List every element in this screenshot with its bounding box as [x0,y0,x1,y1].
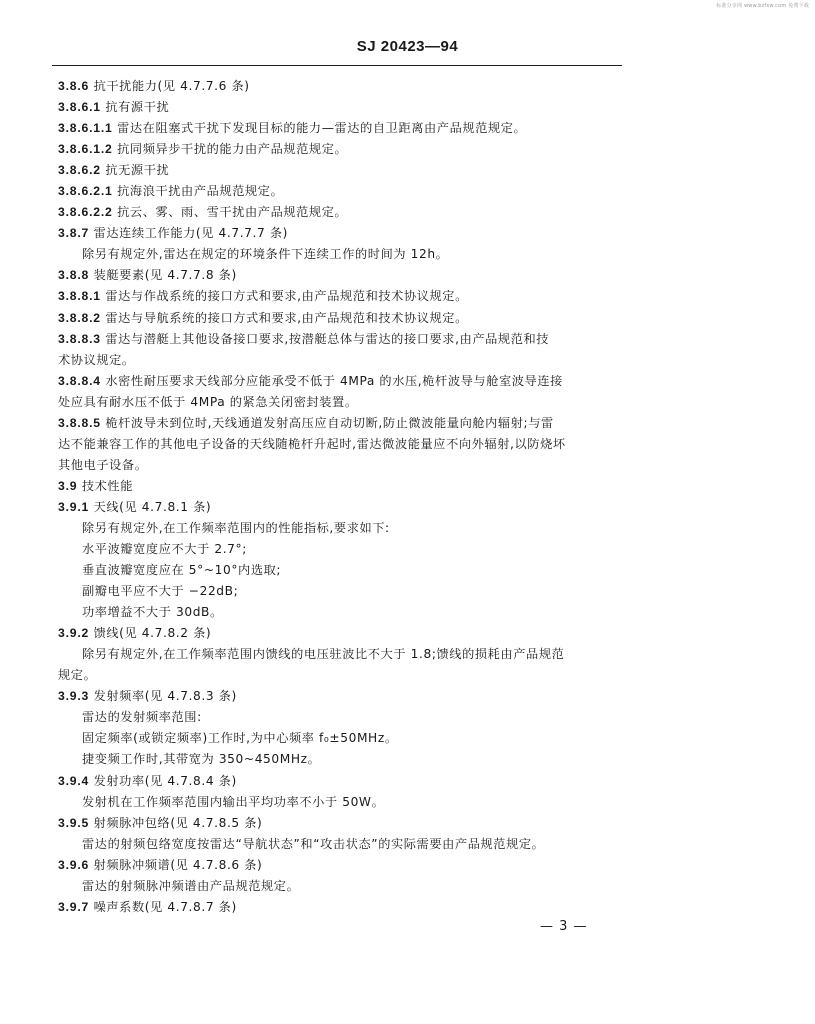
clause-line: 3.9.4 发射功率(见 4.7.8.4 条) [58,774,237,788]
clause-line: 3.9.2 馈线(见 4.7.8.2 条) [58,626,212,640]
clause-line: 3.8.8 装艇要素(见 4.7.7.8 条) [58,268,237,282]
clause-line: 3.8.8.4 水密性耐压要求天线部分应能承受不低于 4MPa 的水压,桅杆波导与舱室波导连接 [58,374,563,388]
body-line: 水平波瓣宽度应不大于 2.7°; [82,542,247,556]
body-line: 达不能兼容工作的其他电子设备的天线随桅杆升起时,雷达微波能量应不向外辐射,以防烧坏 [58,437,566,451]
body-line: 功率增益不大于 30dB。 [82,605,223,619]
body-line: 除另有规定外,在工作频率范围内馈线的电压驻波比不大于 1.8;馈线的损耗由产品规范 [82,647,565,661]
corner-watermark: 标准分享网 www.bzfxw.com 免费下载 [716,3,809,9]
body-line: 雷达的发射频率范围: [82,710,202,724]
clause-line: 3.8.6 抗干扰能力(见 4.7.7.6 条) [58,79,250,93]
body-line: 术协议规定。 [58,353,135,367]
body-line: 副瓣电平应不大于 −22dB; [82,584,239,598]
clause-line: 3.8.6.2.1 抗海浪干扰由产品规范规定。 [58,184,284,198]
clause-line: 3.8.6.2 抗无源干扰 [58,163,170,177]
clause-line: 3.8.6.1.1 雷达在阻塞式干扰下发现目标的能力—雷达的自卫距离由产品规范规定。 [58,121,527,135]
clause-line: 3.9.1 天线(见 4.7.8.1 条) [58,500,212,514]
clause-line: 3.9.6 射频脉冲频谱(见 4.7.8.6 条) [58,858,263,872]
clause-line: 3.9.3 发射频率(见 4.7.8.3 条) [58,689,237,703]
body-line: 除另有规定外,雷达在规定的环境条件下连续工作的时间为 12h。 [82,247,449,261]
clause-line: 3.9 技术性能 [58,479,133,493]
body-line: 固定频率(或锁定频率)工作时,为中心频率 f₀±50MHz。 [82,731,398,745]
body-line: 除另有规定外,在工作频率范围内的性能指标,要求如下: [82,521,390,535]
clause-line: 3.8.8.1 雷达与作战系统的接口方式和要求,由产品规范和技术协议规定。 [58,289,468,303]
body-line: 垂直波瓣宽度应在 5°~10°内选取; [82,563,282,577]
body-line: 规定。 [58,668,97,682]
clause-line: 3.8.6.1.2 抗同频异步干扰的能力由产品规范规定。 [58,142,348,156]
clause-line: 3.9.7 噪声系数(见 4.7.8.7 条) [58,900,237,914]
clause-line: 3.8.6.2.2 抗云、雾、雨、雪干扰由产品规范规定。 [58,205,348,219]
clause-line: 3.9.5 射频脉冲包络(见 4.7.8.5 条) [58,816,263,830]
header-rule [52,65,622,66]
body-line: 发射机在工作频率范围内输出平均功率不小于 50W。 [82,795,385,809]
clause-line: 3.8.8.3 雷达与潜艇上其他设备接口要求,按潜艇总体与雷达的接口要求,由产品规范和技 [58,332,550,346]
page-number: — 3 — [540,919,588,934]
document-header: SJ 20423—94 [356,38,459,55]
body-line: 处应具有耐水压不低于 4MPa 的紧急关闭密封装置。 [58,395,358,409]
body-line: 其他电子设备。 [58,458,148,472]
clause-line: 3.8.8.5 桅杆波导未到位时,天线通道发射高压应自动切断,防止微波能量向舱内辐射;与雷 [58,416,554,430]
clause-line: 3.8.7 雷达连续工作能力(见 4.7.7.7 条) [58,226,288,240]
body-line: 雷达的射频包络宽度按雷达“导航状态”和“攻击状态”的实际需要由产品规范规定。 [82,837,545,851]
clause-line: 3.8.8.2 雷达与导航系统的接口方式和要求,由产品规范和技术协议规定。 [58,311,468,325]
clause-line: 3.8.6.1 抗有源干扰 [58,100,170,114]
body-line: 捷变频工作时,其带宽为 350~450MHz。 [82,752,321,766]
body-line: 雷达的射频脉冲频谱由产品规范规定。 [82,879,300,893]
